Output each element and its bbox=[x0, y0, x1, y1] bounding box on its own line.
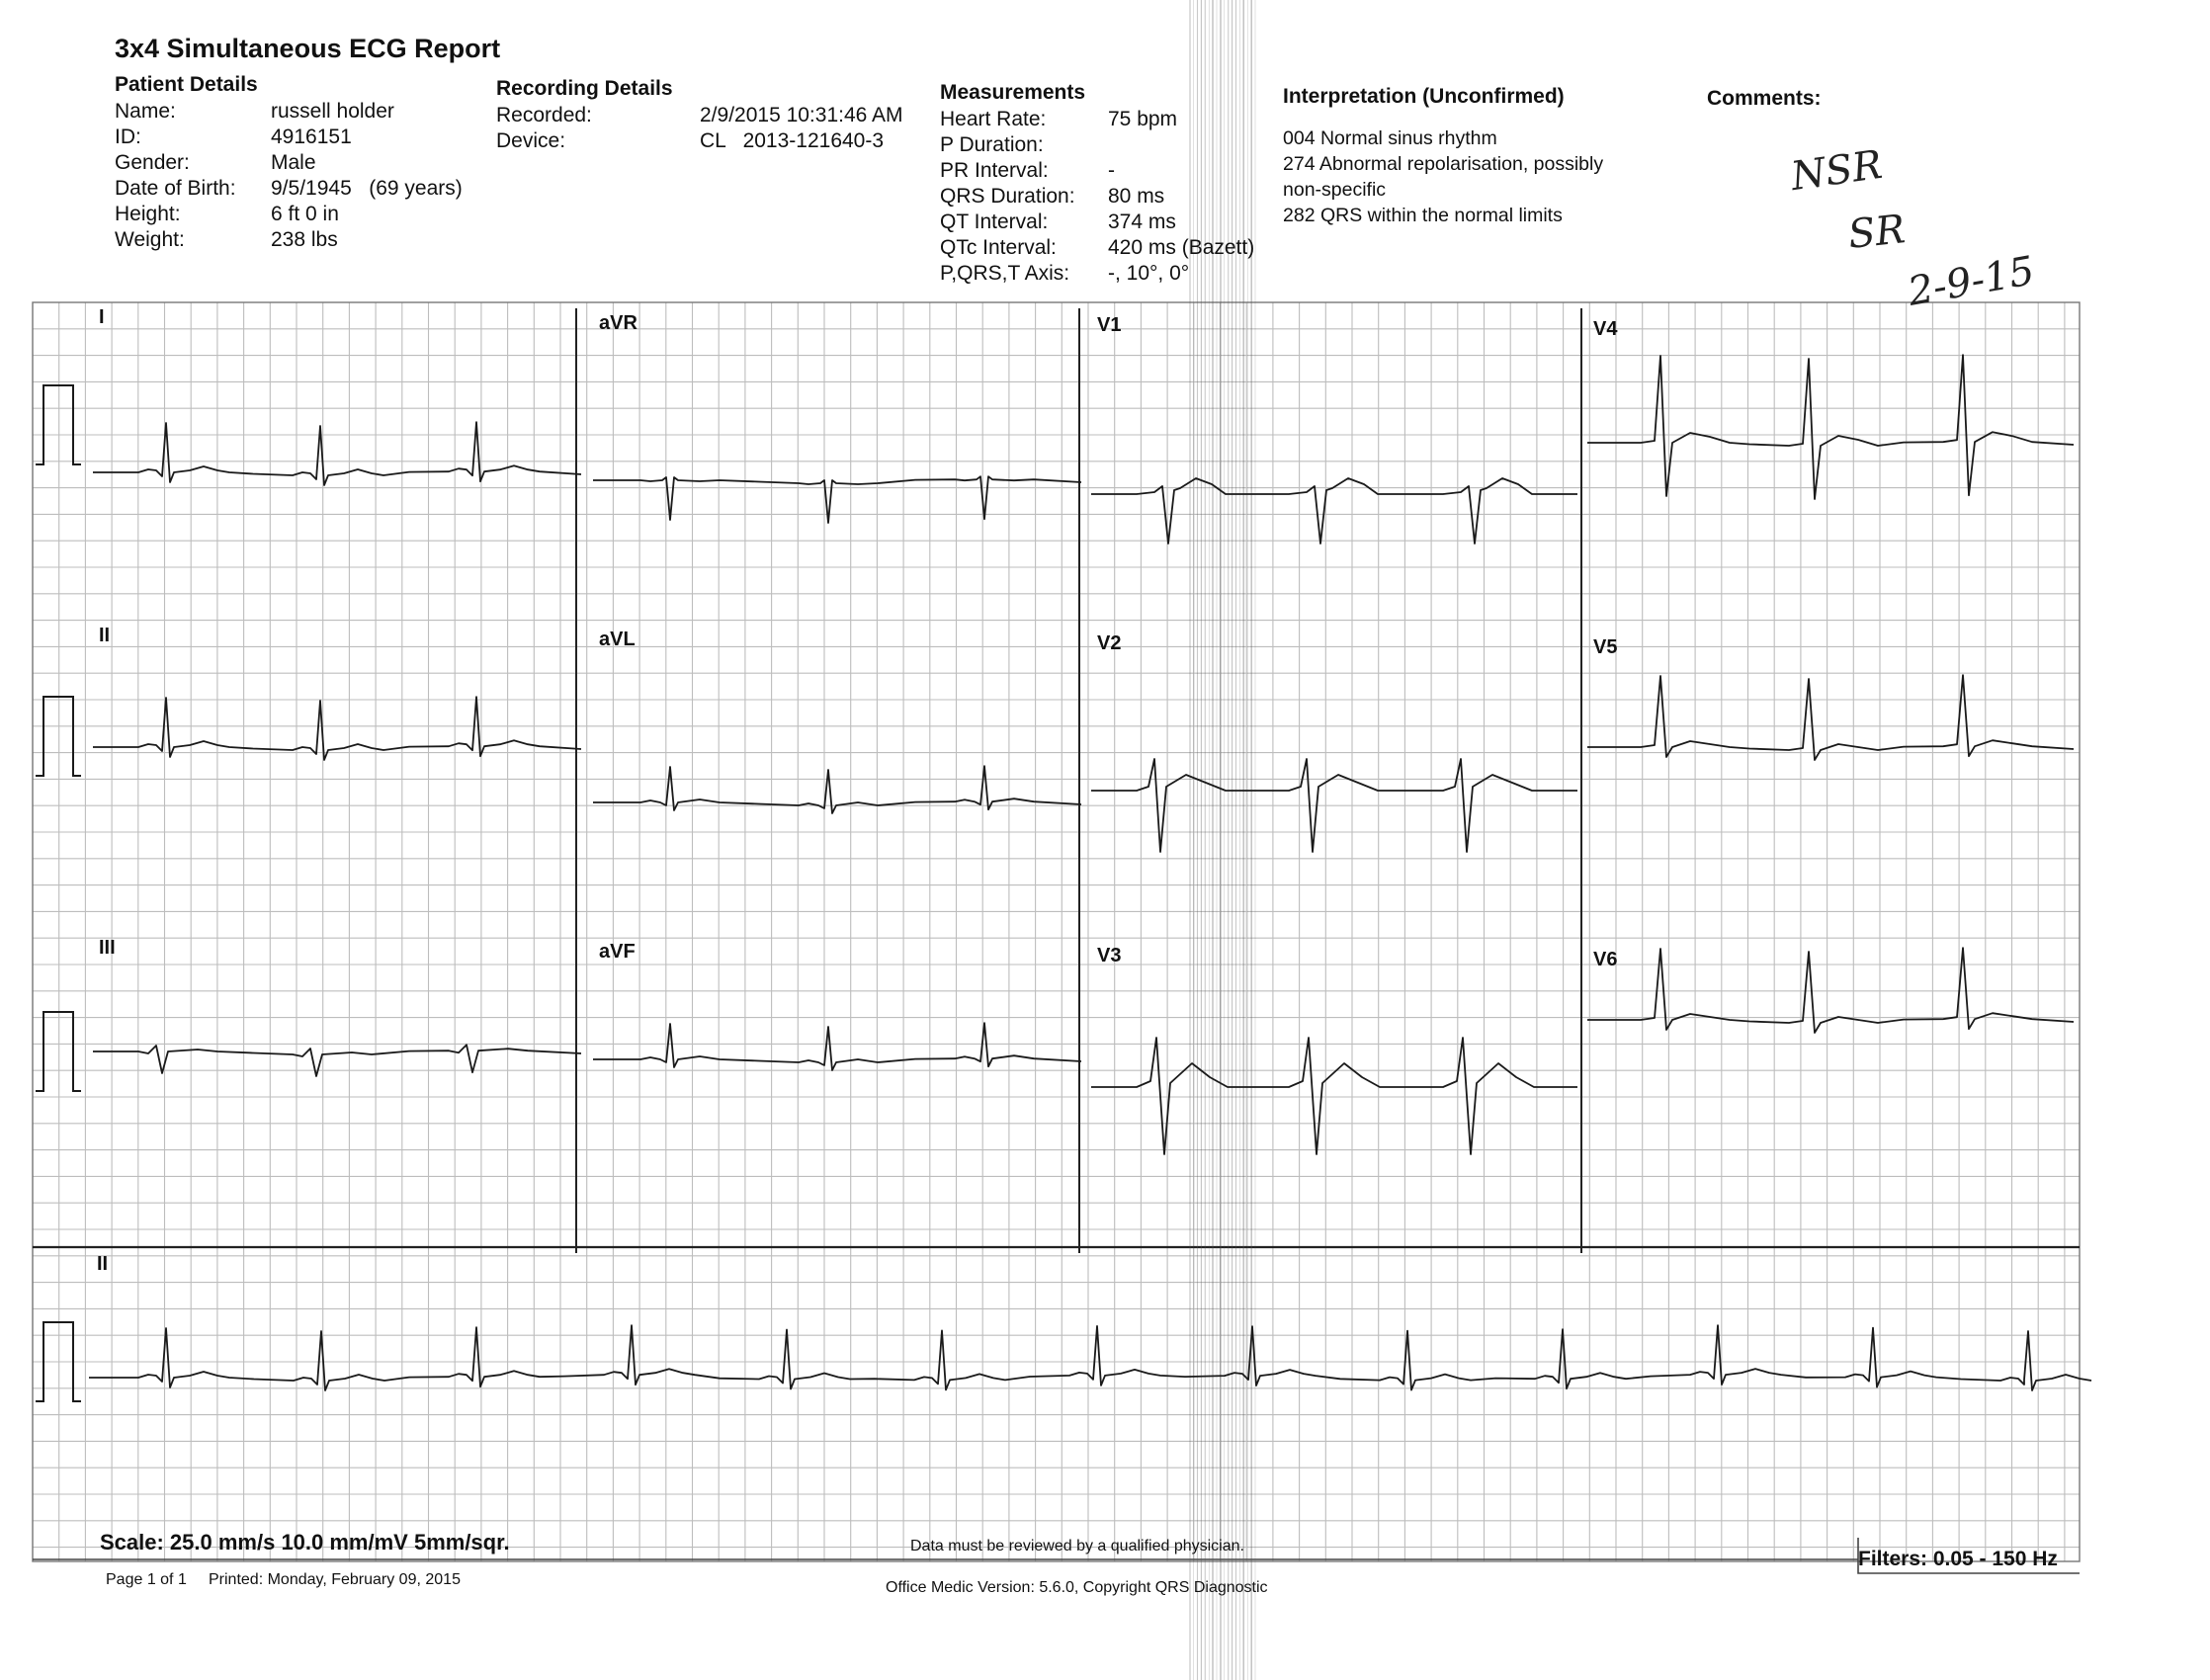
lead-label-v1: V1 bbox=[1097, 314, 1122, 336]
calibration-pulse bbox=[36, 385, 81, 464]
lead-label-v4: V4 bbox=[1593, 318, 1618, 340]
report-title: 3x4 Simultaneous ECG Report bbox=[115, 34, 501, 63]
comments-title: Comments: bbox=[1707, 87, 1822, 110]
lead-label-v5: V5 bbox=[1593, 636, 1618, 658]
recording-details bbox=[496, 103, 903, 154]
scale-text: Scale: 25.0 mm/s 10.0 mm/mV 5mm/sqr. bbox=[100, 1530, 510, 1554]
measurements-title: Measurements bbox=[940, 81, 1086, 104]
handwritten-comment-2: SR bbox=[1845, 207, 1908, 258]
recording-details-title: Recording Details bbox=[496, 77, 673, 100]
patient-height-label: Height: bbox=[115, 203, 181, 225]
patient-dob-label: Date of Birth: bbox=[115, 177, 236, 200]
device-value: CL 2013-121640-3 bbox=[700, 129, 885, 152]
qrs-duration-label: QRS Duration: bbox=[940, 185, 1075, 208]
qtc-interval-value: 420 ms (Bazett) bbox=[1108, 236, 1255, 259]
filters-text: Filters: 0.05 - 150 Hz bbox=[1858, 1548, 2058, 1570]
patient-gender-value: Male bbox=[271, 151, 316, 174]
patient-details bbox=[115, 99, 463, 253]
lead-label-v6: V6 bbox=[1593, 949, 1618, 970]
pr-interval-value: - bbox=[1108, 159, 1115, 182]
handwritten-comment-1: NSR bbox=[1788, 141, 1886, 201]
trace-lead-v3 bbox=[1091, 1038, 1577, 1154]
interpretation-title: Interpretation (Unconfirmed) bbox=[1283, 85, 1565, 108]
lead-label-v2: V2 bbox=[1097, 632, 1122, 654]
patient-weight-label: Weight: bbox=[115, 228, 185, 251]
trace-lead-v4 bbox=[1587, 355, 2074, 499]
measurements bbox=[940, 107, 1255, 287]
interpretation-line: 274 Abnormal repolarisation, possibly bbox=[1283, 153, 1604, 175]
lead-label-avl: aVL bbox=[599, 629, 636, 650]
axis-label: P,QRS,T Axis: bbox=[940, 262, 1070, 285]
qrs-duration-value: 80 ms bbox=[1108, 185, 1165, 208]
lead-label-v3: V3 bbox=[1097, 945, 1122, 966]
recorded-label: Recorded: bbox=[496, 104, 592, 126]
calibration-pulse bbox=[36, 697, 81, 776]
interpretation-line: non-specific bbox=[1283, 179, 1387, 201]
patient-id-label: ID: bbox=[115, 126, 141, 148]
patient-weight-value: 238 lbs bbox=[271, 228, 338, 251]
patient-details-title: Patient Details bbox=[115, 73, 258, 96]
patient-gender-label: Gender: bbox=[115, 151, 190, 174]
interpretation-line: 282 QRS within the normal limits bbox=[1283, 205, 1563, 226]
handwritten-comment-3: 2-9-15 bbox=[1904, 248, 2038, 315]
interpretation-text bbox=[1283, 126, 1603, 228]
trace-lead-v5 bbox=[1587, 675, 2074, 760]
qt-interval-label: QT Interval: bbox=[940, 210, 1049, 233]
interpretation-line: 004 Normal sinus rhythm bbox=[1283, 127, 1497, 149]
heart-rate-label: Heart Rate: bbox=[940, 108, 1047, 130]
lead-label-ii: II bbox=[99, 625, 111, 646]
pr-interval-label: PR Interval: bbox=[940, 159, 1049, 182]
lead-label-avr: aVR bbox=[599, 312, 638, 334]
lead-label-iii: III bbox=[99, 937, 116, 959]
qt-interval-value: 374 ms bbox=[1108, 210, 1176, 233]
patient-height-value: 6 ft 0 in bbox=[271, 203, 339, 225]
page-number: Page 1 of 1 bbox=[106, 1571, 187, 1588]
patient-dob-value: 9/5/1945 (69 years) bbox=[271, 177, 463, 200]
lead-label-rhythm-ii: II bbox=[97, 1253, 109, 1275]
lead-label-i: I bbox=[99, 306, 105, 328]
trace-lead-v6 bbox=[1587, 948, 2074, 1033]
p-duration-label: P Duration: bbox=[940, 133, 1044, 156]
patient-id-value: 4916151 bbox=[271, 126, 352, 148]
version-text: Office Medic Version: 5.6.0, Copyright QRS Diagnostic bbox=[886, 1579, 1268, 1596]
axis-value: -, 10°, 0° bbox=[1108, 262, 1190, 285]
patient-name-label: Name: bbox=[115, 100, 176, 123]
lead-label-avf: aVF bbox=[599, 941, 636, 963]
panel-separators bbox=[576, 308, 1581, 1253]
recorded-value: 2/9/2015 10:31:46 AM bbox=[700, 104, 903, 126]
device-label: Device: bbox=[496, 129, 566, 152]
qtc-interval-label: QTc Interval: bbox=[940, 236, 1057, 259]
printed-date: Printed: Monday, February 09, 2015 bbox=[209, 1571, 461, 1588]
patient-name-value: russell holder bbox=[271, 100, 394, 123]
heart-rate-value: 75 bpm bbox=[1108, 108, 1178, 130]
review-notice: Data must be reviewed by a qualified physician. bbox=[910, 1538, 1244, 1554]
calibration-pulse bbox=[36, 1012, 81, 1091]
